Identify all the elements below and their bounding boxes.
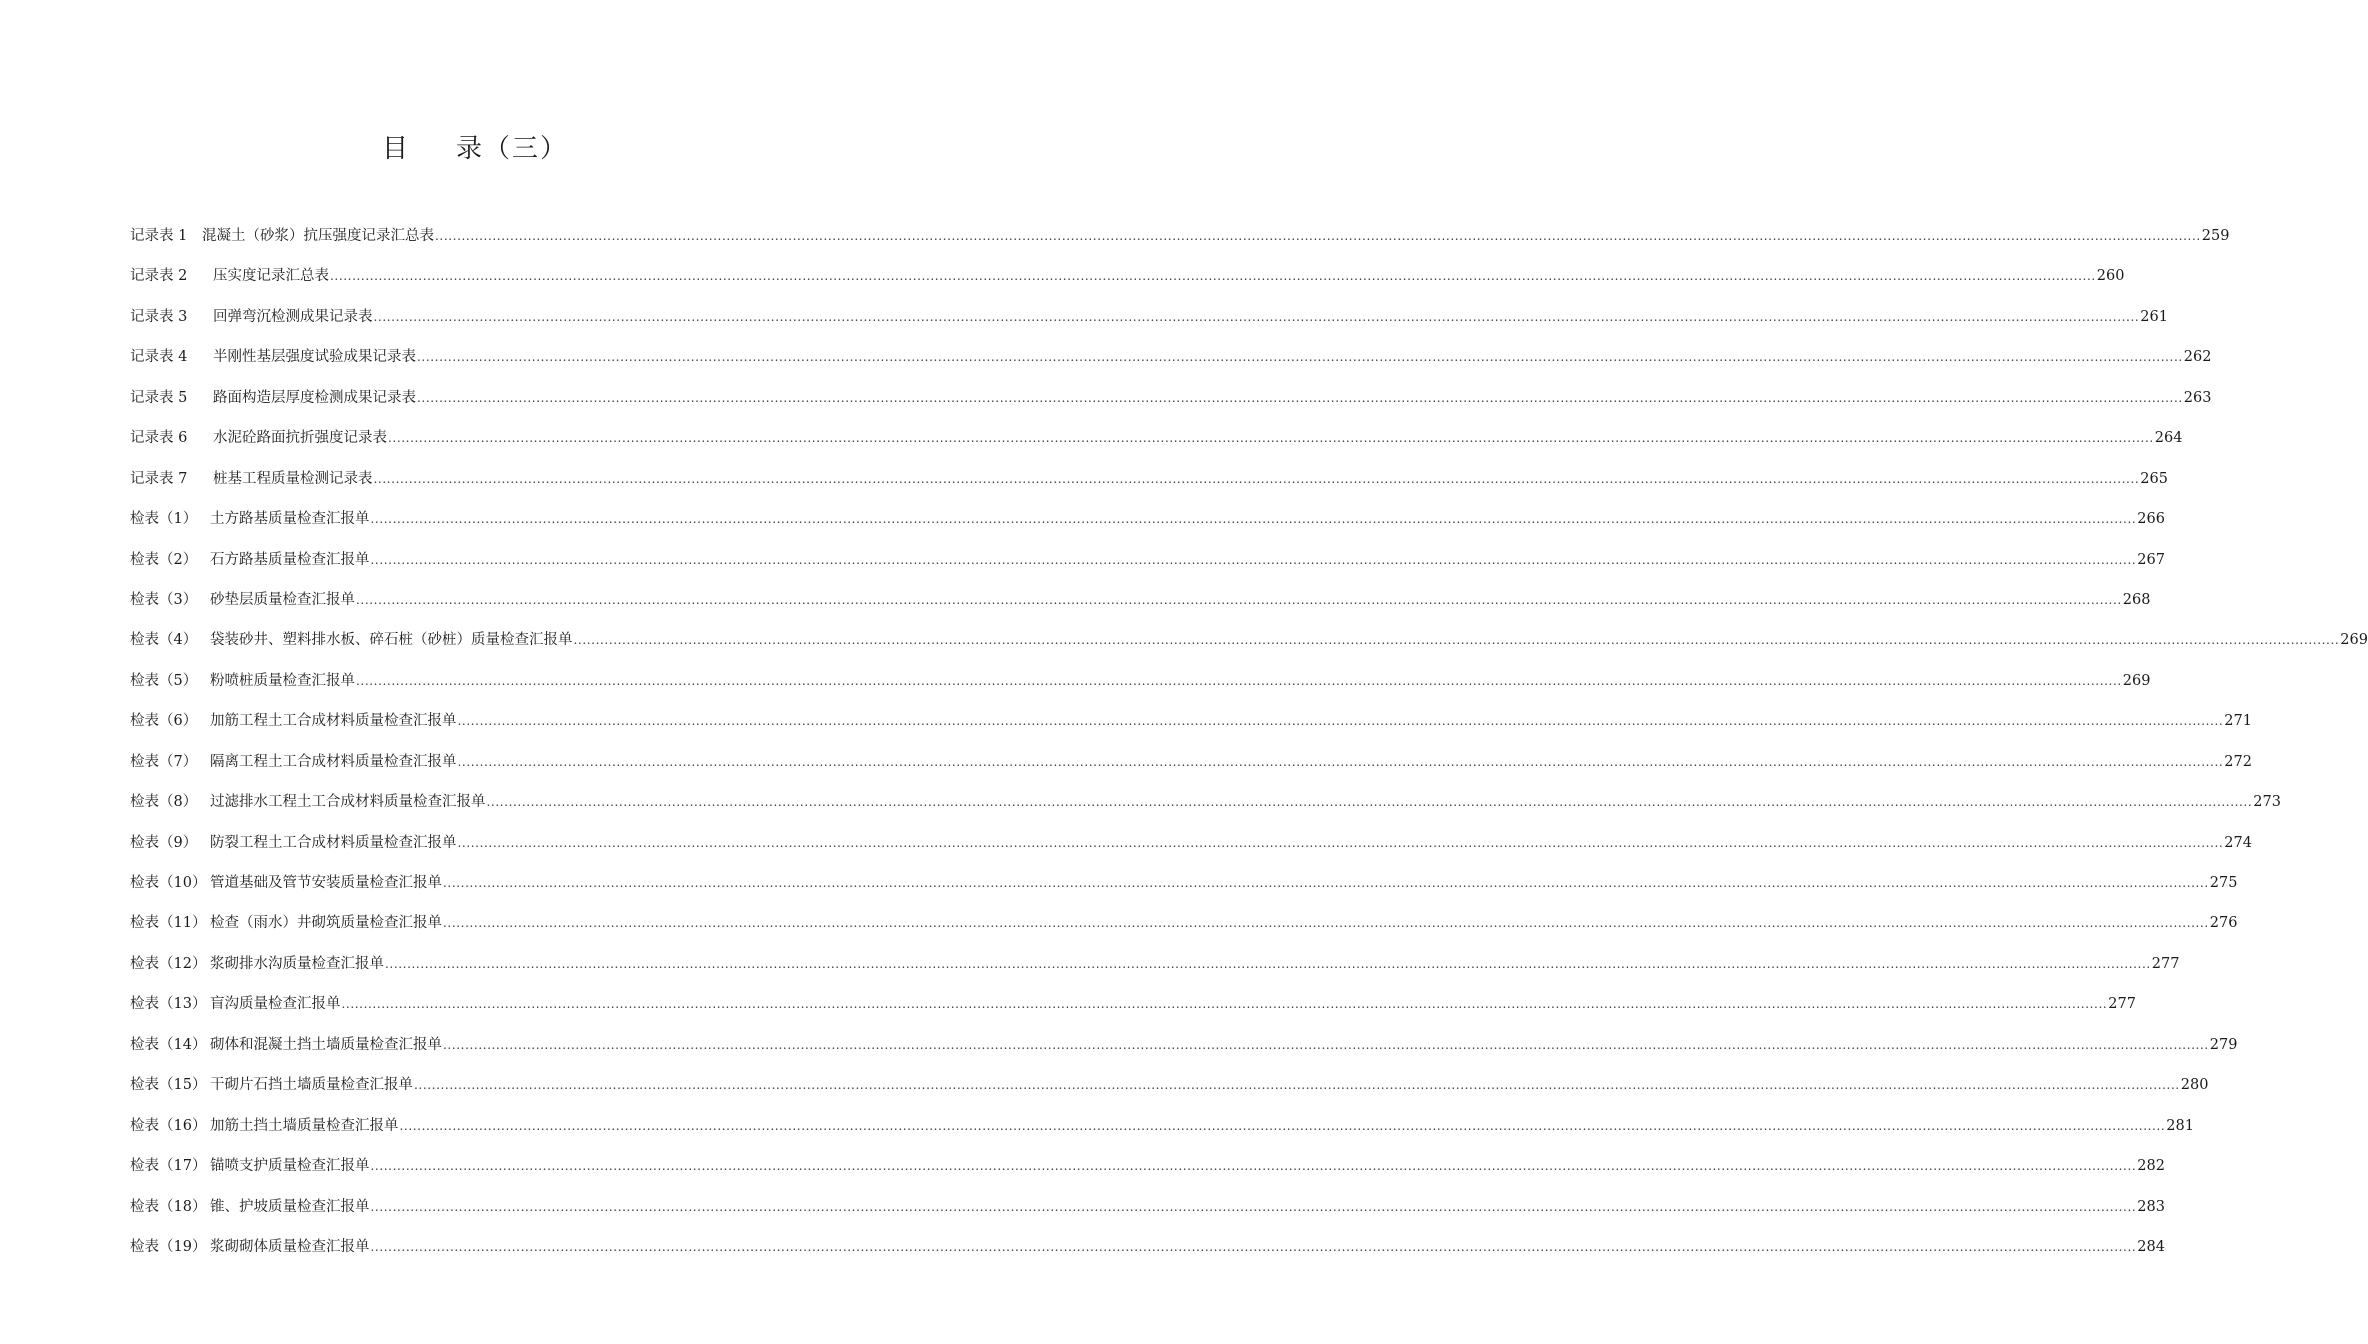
toc-entry-title: 盲沟质量检查汇报单 — [210, 996, 341, 1013]
toc-entry-title: 管道基础及管节安装质量检查汇报单 — [210, 875, 442, 891]
toc-entry[interactable] — [130, 264, 2125, 304]
toc-entry-page-number: 268 — [2122, 591, 2151, 608]
toc-entry[interactable] — [130, 871, 2238, 911]
toc-entry-label: 记录表 6 — [130, 430, 188, 447]
toc-entry-label: 检表（2） — [130, 551, 198, 568]
toc-entry-label: 检表（16） — [130, 1117, 207, 1134]
toc-entry-label: 记录表 1 — [130, 228, 188, 244]
toc-entry-label: 检表（18） — [130, 1198, 207, 1215]
dot-leader: ................................................................................................................................................................................................................................................................................................................................................................................................................ — [573, 633, 2340, 648]
toc-entry-label: 检表（1） — [130, 511, 198, 528]
toc-entry-label: 检表（19） — [130, 1238, 207, 1255]
dot-leader: ................................................................................................................................................................................................................................................................................................................................................................................................................ — [370, 1199, 2137, 1214]
dot-leader: ................................................................................................................................................................................................................................................................................................................................................................................................................ — [370, 1159, 2137, 1174]
toc-entry-title: 土方路基质量检查汇报单 — [210, 511, 370, 528]
toc-entry-title: 浆砌排水沟质量检查汇报单 — [210, 955, 384, 972]
toc-entry-page-number: 262 — [2183, 349, 2212, 366]
toc-entry-label: 记录表 2 — [130, 268, 188, 285]
toc-entry-page-number: 261 — [2140, 308, 2168, 325]
toc-entry[interactable] — [130, 305, 2168, 345]
toc-entry-title: 加筋工程土工合成材料质量检查汇报单 — [210, 713, 457, 730]
toc-entry-title: 防裂工程土工合成材料质量检查汇报单 — [210, 834, 457, 851]
toc-entry-page-number: 282 — [2137, 1158, 2165, 1175]
toc-entry-label: 检表（10） — [130, 875, 207, 891]
toc-entry-title: 路面构造层厚度检测成果记录表 — [213, 389, 416, 406]
toc-entry-title: 袋装砂井、塑料排水板、碎石桩（砂桩）质量检查汇报单 — [210, 632, 573, 649]
toc-entry-title: 过滤排水工程土工合成材料质量检查汇报单 — [210, 794, 486, 811]
toc-entry-title: 石方路基质量检查汇报单 — [210, 551, 370, 568]
toc-entry-page-number: 271 — [2224, 713, 2252, 730]
dot-leader: ................................................................................................................................................................................................................................................................................................................................................................................................................ — [356, 673, 2122, 688]
toc-entry[interactable] — [130, 709, 2252, 749]
toc-entry-title: 桩基工程质量检测记录表 — [213, 470, 373, 487]
toc-entry-page-number: 280 — [2180, 1077, 2209, 1094]
title-right: 录（三） — [456, 134, 569, 164]
toc-entry[interactable] — [130, 426, 2183, 466]
toc-entry-title: 混凝土（砂浆）抗压强度记录汇总表 — [202, 228, 434, 244]
page-title — [0, 128, 950, 165]
toc-entry-title: 加筋土挡土墙质量检查汇报单 — [210, 1117, 399, 1134]
toc-entry[interactable] — [130, 628, 2368, 668]
toc-entry-label: 检表（5） — [130, 672, 198, 689]
toc-entry-title: 隔离工程土工合成材料质量检查汇报单 — [210, 753, 457, 770]
toc-entry-label: 检表（4） — [130, 632, 198, 649]
toc-entry-page-number: 267 — [2137, 551, 2165, 568]
dot-leader: ................................................................................................................................................................................................................................................................................................................................................................................................................ — [417, 390, 2183, 405]
dot-leader: ................................................................................................................................................................................................................................................................................................................................................................................................................ — [356, 592, 2122, 607]
toc-entry-page-number: 276 — [2209, 915, 2238, 932]
toc-entry[interactable] — [130, 1195, 2165, 1235]
toc-entry-label: 检表（6） — [130, 713, 198, 730]
toc-entry-title: 压实度记录汇总表 — [213, 268, 329, 285]
dot-leader: ................................................................................................................................................................................................................................................................................................................................................................................................................ — [341, 997, 2108, 1012]
toc-entry[interactable] — [130, 467, 2168, 507]
toc-entry-page-number: 274 — [2224, 834, 2252, 851]
toc-entry[interactable] — [130, 588, 2151, 628]
toc-entry[interactable] — [130, 911, 2238, 951]
dot-leader: ................................................................................................................................................................................................................................................................................................................................................................................................................ — [417, 350, 2183, 365]
toc-entry-page-number: 259 — [2201, 228, 2230, 244]
toc-entry[interactable] — [130, 1235, 2165, 1275]
toc-entry-page-number: 263 — [2183, 389, 2212, 406]
toc-entry-title: 半刚性基层强度试验成果记录表 — [213, 349, 416, 366]
toc-entry-page-number: 281 — [2166, 1117, 2194, 1134]
toc-entry[interactable] — [130, 1033, 2238, 1073]
table-of-contents — [130, 224, 2368, 1275]
toc-entry-label: 记录表 3 — [130, 308, 188, 325]
toc-entry-page-number: 277 — [2108, 996, 2136, 1013]
toc-entry[interactable] — [130, 750, 2252, 790]
toc-entry-title: 水泥砼路面抗折强度记录表 — [213, 430, 387, 447]
toc-entry-page-number: 272 — [2224, 753, 2252, 770]
toc-entry-page-number: 273 — [2253, 794, 2281, 811]
toc-entry[interactable] — [130, 224, 2230, 264]
toc-entry[interactable] — [130, 1114, 2194, 1154]
toc-entry[interactable] — [130, 790, 2281, 830]
toc-entry-page-number: 269 — [2340, 632, 2368, 649]
toc-entry[interactable] — [130, 669, 2151, 709]
toc-entry-label: 检表（13） — [130, 996, 207, 1013]
dot-leader: ................................................................................................................................................................................................................................................................................................................................................................................................................ — [435, 229, 2201, 243]
toc-entry-page-number: 283 — [2137, 1198, 2165, 1215]
toc-entry-title: 粉喷桩质量检查汇报单 — [210, 672, 355, 689]
toc-entry[interactable] — [130, 1073, 2209, 1113]
title-left: 目 — [381, 134, 410, 164]
toc-entry-page-number: 284 — [2137, 1238, 2165, 1255]
toc-entry-label: 检表（8） — [130, 794, 198, 811]
toc-entry-page-number: 260 — [2096, 268, 2125, 285]
dot-leader: ................................................................................................................................................................................................................................................................................................................................................................................................................ — [443, 916, 2209, 931]
toc-entry-label: 检表（3） — [130, 591, 198, 608]
toc-entry-title: 锚喷支护质量检查汇报单 — [210, 1158, 370, 1175]
toc-entry[interactable] — [130, 1154, 2165, 1194]
dot-leader: ................................................................................................................................................................................................................................................................................................................................................................................................................ — [370, 512, 2137, 527]
toc-entry-label: 检表（17） — [130, 1158, 207, 1175]
toc-entry-label: 记录表 5 — [130, 389, 188, 406]
dot-leader: ................................................................................................................................................................................................................................................................................................................................................................................................................ — [330, 269, 2096, 284]
dot-leader: ................................................................................................................................................................................................................................................................................................................................................................................................................ — [370, 552, 2137, 567]
toc-entry-title: 锥、护坡质量检查汇报单 — [210, 1198, 370, 1215]
toc-entry-page-number: 265 — [2140, 470, 2168, 487]
dot-leader: ................................................................................................................................................................................................................................................................................................................................................................................................................ — [443, 876, 2209, 890]
dot-leader: ................................................................................................................................................................................................................................................................................................................................................................................................................ — [388, 431, 2154, 446]
toc-entry-title: 检查（雨水）井砌筑质量检查汇报单 — [210, 915, 442, 932]
toc-entry-label: 检表（7） — [130, 753, 198, 770]
toc-entry-title: 回弹弯沉检测成果记录表 — [213, 308, 373, 325]
dot-leader: ................................................................................................................................................................................................................................................................................................................................................................................................................ — [399, 1118, 2166, 1133]
toc-entry-label: 检表（11） — [130, 915, 207, 932]
dot-leader: ................................................................................................................................................................................................................................................................................................................................................................................................................ — [414, 1078, 2180, 1093]
toc-entry-label: 检表（12） — [130, 955, 207, 972]
toc-entry-title: 砂垫层质量检查汇报单 — [210, 591, 355, 608]
toc-entry-page-number: 275 — [2209, 875, 2238, 891]
toc-entry-page-number: 266 — [2137, 511, 2165, 528]
dot-leader: ................................................................................................................................................................................................................................................................................................................................................................................................................ — [457, 835, 2224, 850]
toc-entry-page-number: 264 — [2154, 430, 2183, 447]
toc-entry[interactable] — [130, 386, 2212, 426]
toc-entry-label: 检表（15） — [130, 1077, 207, 1094]
dot-leader: ................................................................................................................................................................................................................................................................................................................................................................................................................ — [385, 956, 2151, 971]
toc-entry-title: 干砌片石挡土墙质量检查汇报单 — [210, 1077, 413, 1094]
toc-entry[interactable] — [130, 952, 2180, 992]
toc-entry-label: 检表（14） — [130, 1036, 207, 1053]
toc-entry-page-number: 279 — [2209, 1036, 2238, 1053]
toc-entry-label: 记录表 7 — [130, 470, 188, 487]
toc-entry-label: 记录表 4 — [130, 349, 188, 366]
toc-entry[interactable] — [130, 992, 2136, 1032]
toc-entry-page-number: 277 — [2151, 955, 2180, 972]
toc-entry[interactable] — [130, 345, 2212, 385]
toc-entry-title: 砌体和混凝土挡土墙质量检查汇报单 — [210, 1036, 442, 1053]
toc-entry-page-number: 269 — [2122, 672, 2151, 689]
dot-leader: ................................................................................................................................................................................................................................................................................................................................................................................................................ — [370, 1239, 2137, 1254]
dot-leader: ................................................................................................................................................................................................................................................................................................................................................................................................................ — [486, 795, 2253, 810]
dot-leader: ................................................................................................................................................................................................................................................................................................................................................................................................................ — [457, 754, 2224, 769]
toc-entry[interactable] — [130, 548, 2165, 588]
dot-leader: ................................................................................................................................................................................................................................................................................................................................................................................................................ — [373, 309, 2140, 324]
toc-entry[interactable] — [130, 507, 2165, 547]
dot-leader: ................................................................................................................................................................................................................................................................................................................................................................................................................ — [457, 714, 2224, 729]
dot-leader: ................................................................................................................................................................................................................................................................................................................................................................................................................ — [373, 471, 2140, 486]
toc-entry-title: 浆砌砌体质量检查汇报单 — [210, 1238, 370, 1255]
dot-leader: ................................................................................................................................................................................................................................................................................................................................................................................................................ — [443, 1037, 2209, 1052]
toc-entry[interactable] — [130, 831, 2252, 871]
toc-entry-label: 检表（9） — [130, 834, 198, 851]
